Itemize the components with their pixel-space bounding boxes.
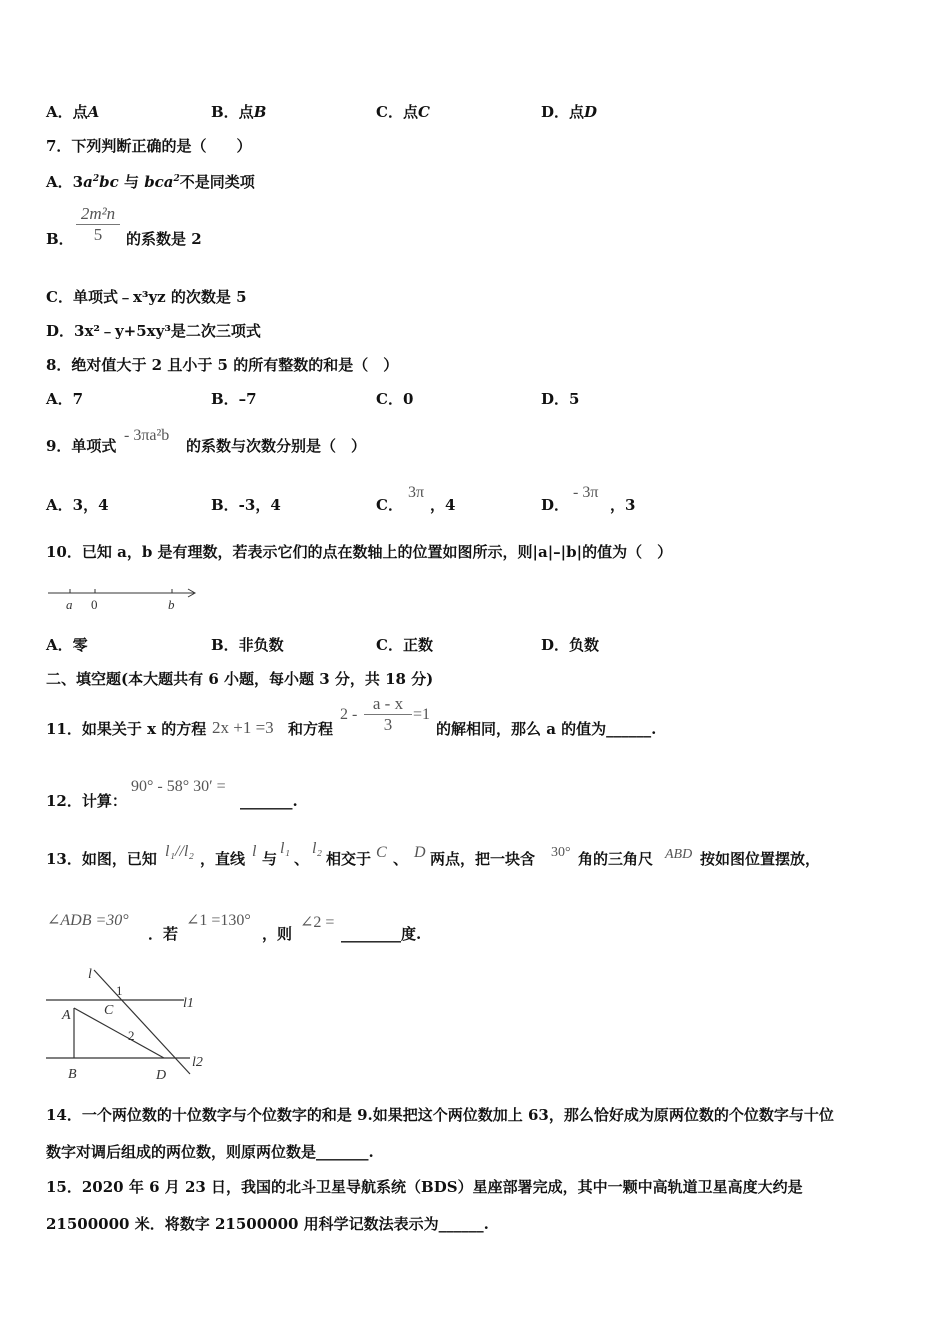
q9-option-b: B．-3，4	[211, 496, 281, 514]
q9-option-c-tail: ，4	[430, 496, 456, 514]
q7-stem: 7．下列判断正确的是（ ）	[46, 137, 252, 155]
q13-with: 与	[262, 850, 278, 868]
q13-line2-b: ，则	[262, 925, 293, 943]
q9-option-d-label: D．	[541, 496, 570, 514]
q10-stem: 10．已知 a，b 是有理数，若表示它们的点在数轴上的位置如图所示，则|a|–|b|的值为（ ）	[46, 543, 673, 561]
label-l: l	[88, 967, 92, 982]
axis-label-0: 0	[91, 597, 98, 612]
q12-prefix: 12．计算：	[46, 792, 127, 810]
q7-option-c: C．单项式﹣x³yz 的次数是 5	[46, 288, 247, 306]
q13-angle-1: ∠1 =130°	[186, 912, 251, 929]
q11-equation-1: 2x +1 =3	[212, 718, 274, 737]
q9-stem-prefix: 9．单项式	[46, 437, 117, 455]
q11-prefix: 11．如果关于 x 的方程	[46, 720, 207, 738]
q13-point-c: C	[376, 844, 387, 861]
q11-eq2-tail: =1	[413, 706, 431, 723]
q13-line-l1: l₁	[280, 840, 291, 857]
q8-option-b: B．–7	[211, 390, 257, 408]
q6-option-c: C．点C	[376, 103, 430, 121]
q13-line1-b: ，直线	[200, 850, 246, 868]
q13-30deg: 30°	[551, 845, 571, 860]
q10-option-d: D．负数	[541, 636, 600, 654]
label-a: A	[62, 1008, 71, 1023]
q10-option-b: B．非负数	[211, 636, 284, 654]
q9-expression: - 3πa²b	[124, 427, 170, 444]
label-l1: l1	[183, 996, 194, 1011]
q13-intersect: 相交于	[326, 850, 372, 868]
q7-option-b-fraction: 2m²n 5	[76, 204, 120, 245]
q10-option-a: A．零	[46, 636, 88, 654]
q13-line1-c: 两点，把一块含	[430, 850, 536, 868]
q13-line2-a: ．若	[148, 925, 179, 943]
q7-option-b-text: 的系数是 2	[126, 230, 202, 248]
q13-line-l2: l₂	[312, 840, 323, 857]
label-c: C	[104, 1003, 114, 1018]
q11-mid: 和方程	[288, 720, 334, 738]
q7-option-a: A．$3a^2bc$ 与 bca$^2$不是同类项	[46, 173, 255, 191]
q6-option-a: A．点A	[46, 103, 100, 121]
q9-option-a: A．3，4	[46, 496, 109, 514]
q13-line1-d: 角的三角尺	[578, 850, 654, 868]
q11-fraction: a - x 3	[364, 694, 412, 735]
axis-label-a: a	[66, 597, 73, 612]
q6-option-b: B．点B	[211, 103, 267, 121]
label-l2: l2	[192, 1055, 203, 1070]
label-d: D	[156, 1068, 167, 1083]
q15-line2: 21500000 米．将数字 21500000 用科学记数法表示为______.	[46, 1215, 489, 1233]
q13-line1-e: 按如图位置摆放，	[700, 850, 821, 868]
triangle-side-ad	[74, 1008, 164, 1058]
q12-expression: 90° - 58° 30′ =	[131, 778, 226, 795]
q13-triangle-abd: ABD	[665, 847, 693, 862]
q7-option-d: D．3x²﹣y+5xy³是二次三项式	[46, 322, 261, 340]
q9-option-c-label: C．	[376, 496, 403, 514]
q10-option-c: C．正数	[376, 636, 433, 654]
q13-line-l: l	[252, 843, 257, 860]
q8-option-c: C．0	[376, 390, 414, 408]
q9-option-d-expr: - 3π	[573, 484, 599, 501]
q14-line1: 14．一个两位数的十位数字与个位数字的和是 9.如果把这个两位数加上 63，那么恰好成为原两位数的个位数字与十位	[46, 1106, 834, 1124]
section-title: 二、填空题(本大题共有 6 小题，每小题 3 分，共 18 分)	[46, 670, 434, 688]
q15-line1: 15．2020 年 6 月 23 日，我国的北斗卫星导航系统（BDS）星座部署完成，其中一颗中高轨道卫星高度大约是	[46, 1178, 803, 1196]
label-b: B	[68, 1067, 77, 1082]
label-2: 2	[128, 1028, 135, 1043]
q12-answer-blank: _______.	[240, 792, 298, 810]
q11-suffix: 的解相同，那么 a 的值为______.	[436, 720, 657, 738]
label-1: 1	[116, 983, 123, 998]
q13-line2-c: ________度.	[341, 925, 422, 943]
q6-option-d: D．点D	[541, 103, 598, 121]
q13-point-d: D	[414, 844, 426, 861]
q8-stem: 8．绝对值大于 2 且小于 5 的所有整数的和是（ ）	[46, 356, 399, 374]
q13-sep: 、	[294, 850, 310, 868]
q11-eq2-lead: 2 -	[340, 706, 358, 723]
q14-line2: 数字对调后组成的两位数，则原两位数是_______.	[46, 1143, 374, 1161]
q9-option-d-tail: ，3	[610, 496, 636, 514]
q13-line1-a: 13．如图，已知	[46, 850, 157, 868]
q13-sep2: 、	[393, 850, 409, 868]
number-line-figure	[44, 583, 204, 613]
q13-figure	[40, 962, 220, 1086]
axis-label-b: b	[168, 597, 175, 612]
q7-option-b-label: B．	[46, 230, 74, 248]
q13-angle-2: ∠2 =	[300, 914, 335, 931]
q13-parallel-expr: l₁//l₂	[165, 843, 194, 860]
q8-option-d: D．5	[541, 390, 580, 408]
q9-stem-suffix: 的系数与次数分别是（ ）	[186, 437, 367, 455]
q13-angle-adb: ∠ADB =30°	[47, 912, 129, 929]
q9-option-c-expr: 3π	[408, 484, 425, 501]
q8-option-a: A．7	[46, 390, 84, 408]
